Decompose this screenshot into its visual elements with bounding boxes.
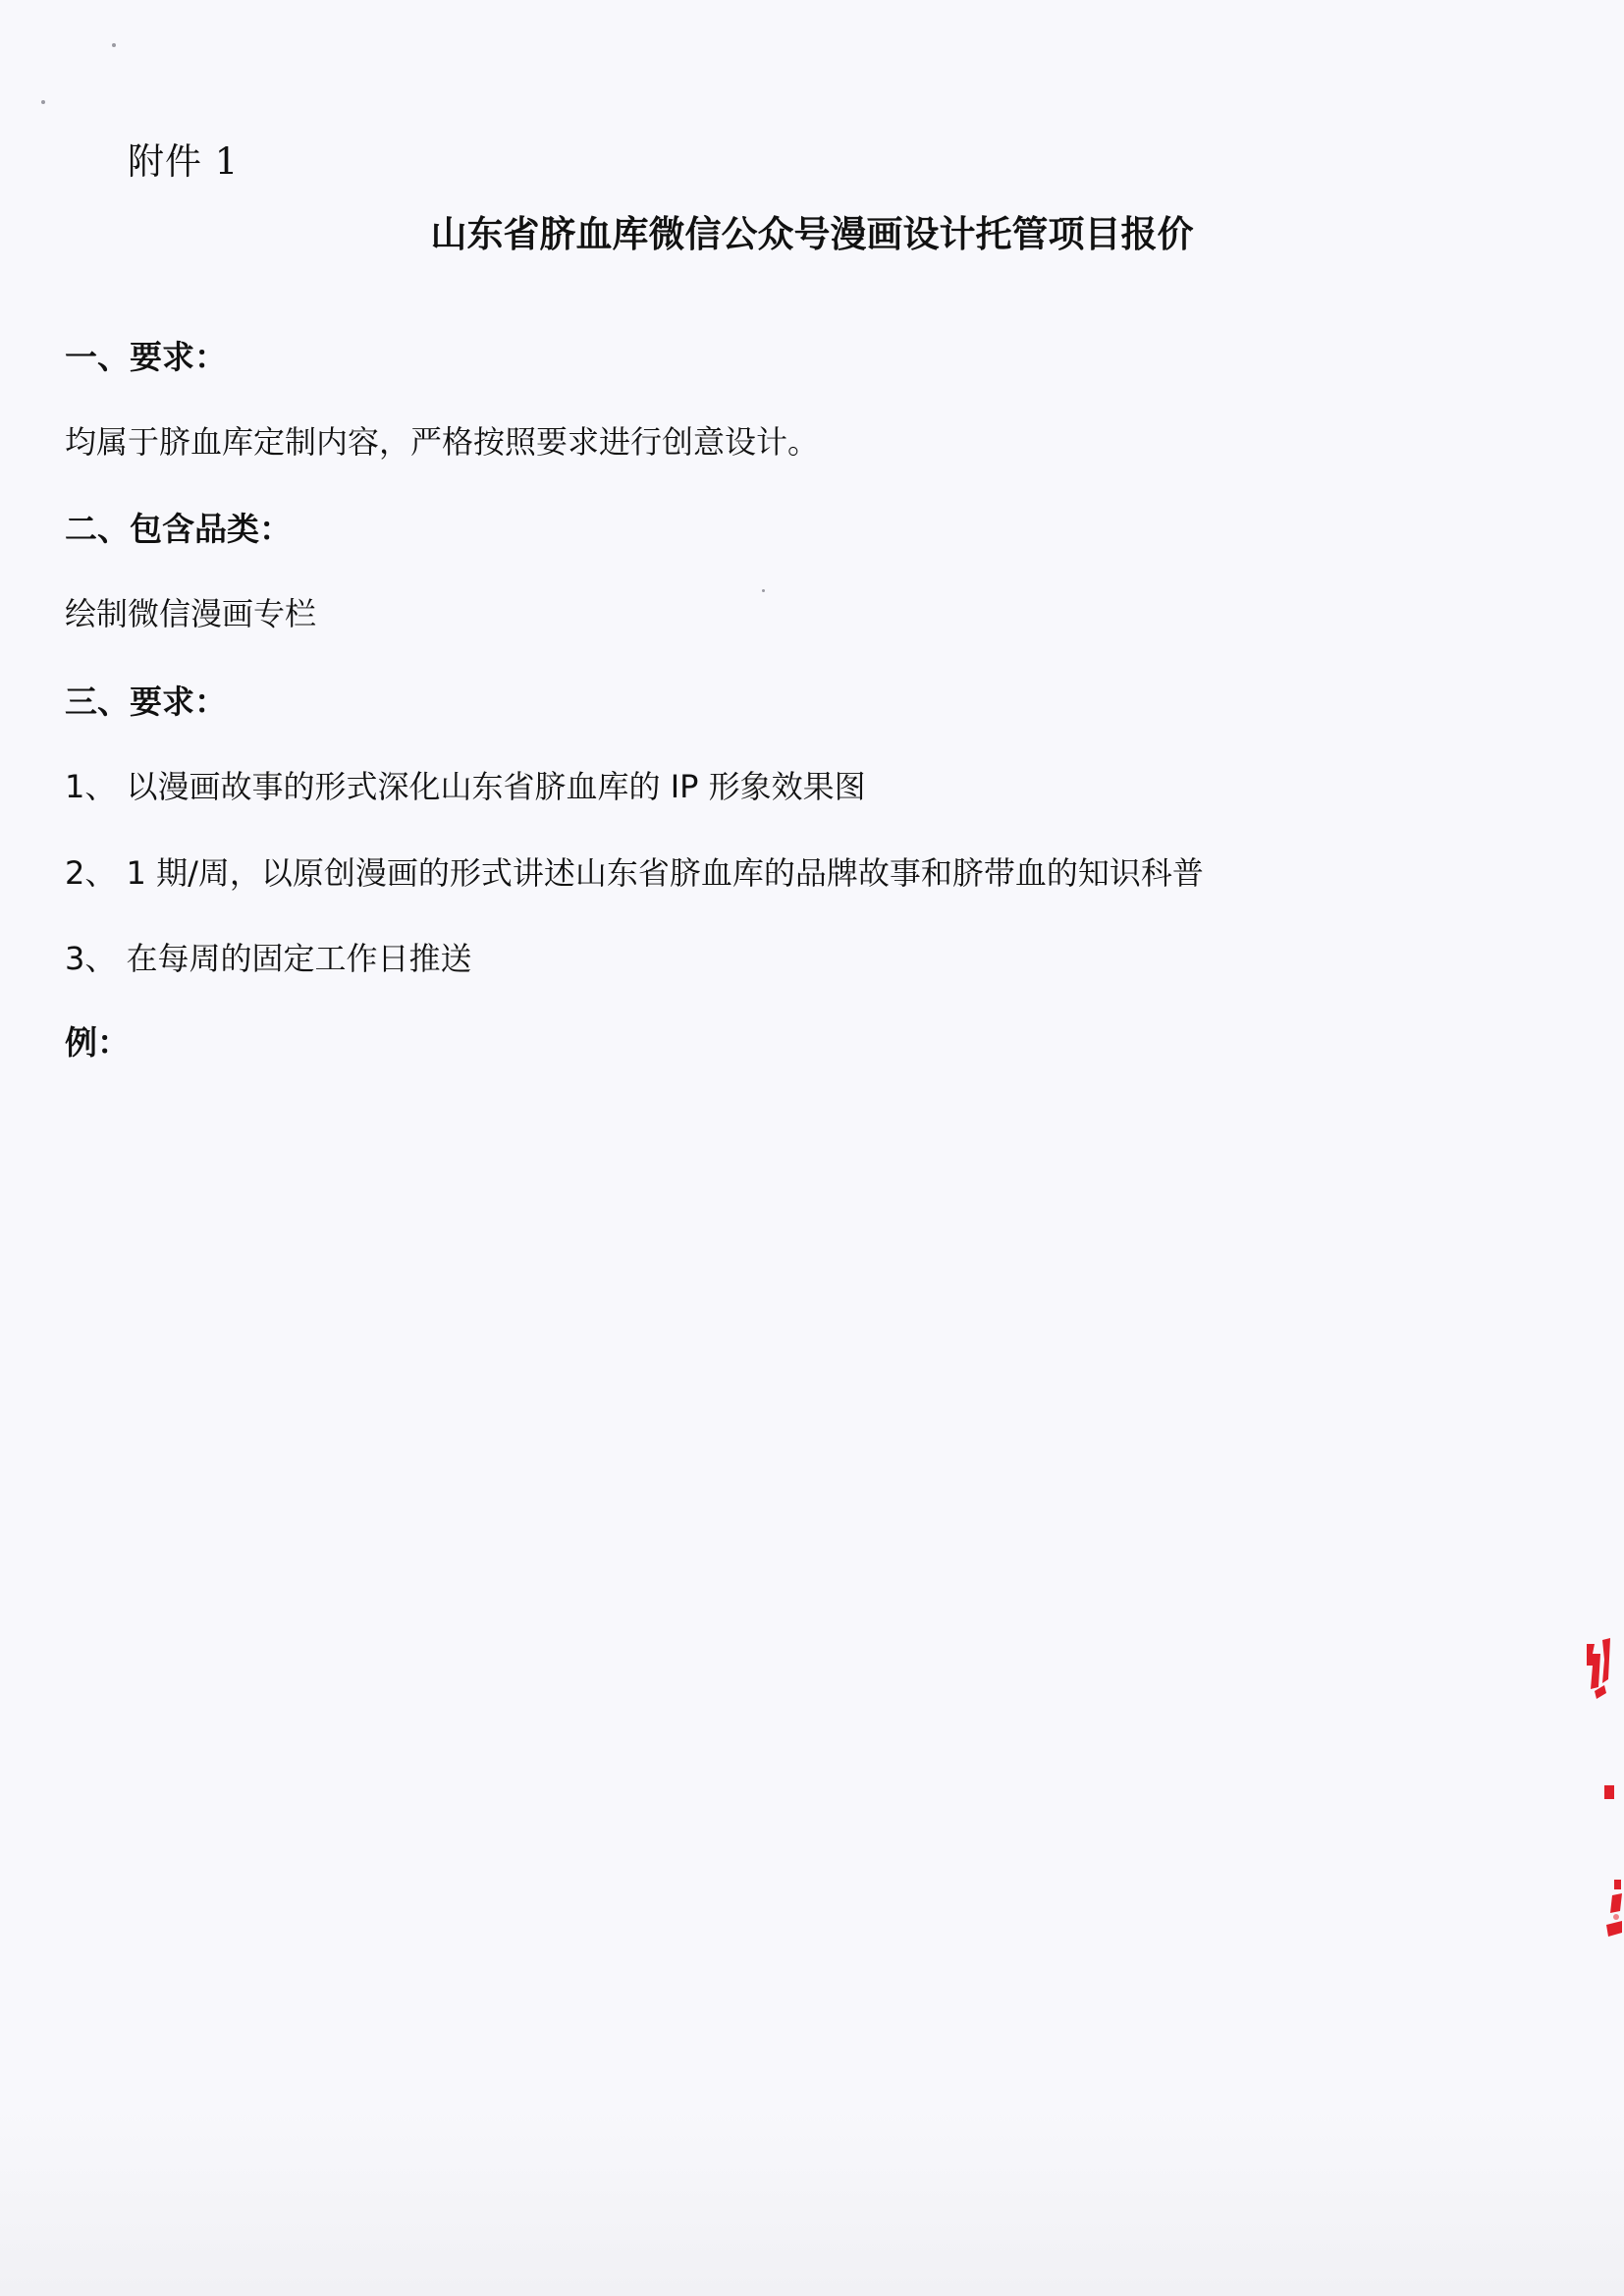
requirement-item-3: 3、 在每周的固定工作日推送: [65, 940, 472, 977]
scan-speck: [112, 43, 116, 47]
scan-speck: [41, 100, 45, 104]
red-stamp-fragment: [1565, 1611, 1624, 2003]
categories-text: 绘制微信漫画专栏: [65, 595, 317, 632]
requirement-item-1: 1、 以漫画故事的形式深化山东省脐血库的 IP 形象效果图: [65, 768, 866, 805]
section-heading-categories: 二、包含品类：: [65, 510, 292, 548]
requirements-text: 均属于脐血库定制内容，严格按照要求进行创意设计。: [65, 423, 820, 461]
section-heading-requirements-detail: 三、要求：: [65, 683, 227, 721]
requirement-item-2: 2、 1 期/周，以原创漫画的形式讲述山东省脐血库的品牌故事和脐带血的知识科普: [65, 854, 1204, 892]
scan-speck: [762, 589, 765, 592]
example-label: 例：: [65, 1023, 130, 1062]
section-heading-requirements: 一、要求：: [65, 338, 227, 376]
attachment-label: 附件 1: [128, 140, 240, 183]
scan-bottom-shadow: [0, 2102, 1624, 2296]
document-title: 山东省脐血库微信公众号漫画设计托管项目报价: [430, 213, 1194, 255]
